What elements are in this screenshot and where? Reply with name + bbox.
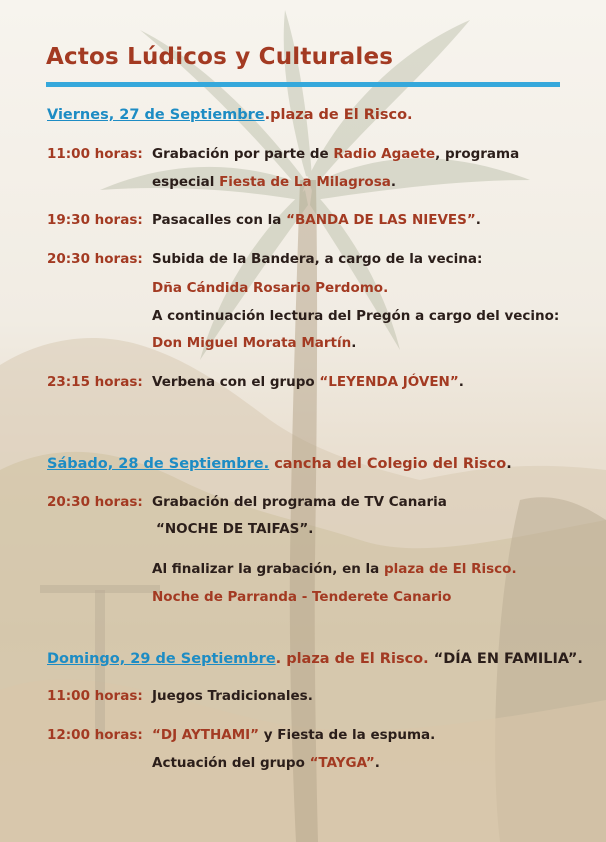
event-line: Grabación del programa de TV Canaria <box>152 494 447 510</box>
event-line: “DJ AYTHAMI” y Fiesta de la espuma. <box>152 727 436 743</box>
event-line: A continuación lectura del Pregón a cargo del vecino: <box>152 308 560 324</box>
event-line: “NOCHE DE TAIFAS”. <box>156 521 314 537</box>
event-line: Noche de Parranda - Tenderete Canario <box>152 589 452 605</box>
event-time: 20:30 horas: <box>47 494 143 510</box>
event-line: Al finalizar la grabación, en la plaza de El Risco. <box>152 561 517 577</box>
day-location: .plaza de El Risco. <box>264 107 413 123</box>
day-name: Domingo, 29 de Septiembre <box>47 651 276 667</box>
event-time: 11:00 horas: <box>47 688 143 704</box>
day-name: Viernes, 27 de Septiembre <box>47 107 265 123</box>
day-location: . plaza de El Risco. <box>275 651 429 667</box>
event-line: Juegos Tradicionales. <box>152 688 313 704</box>
event-line: Verbena con el grupo “LEYENDA JÓVEN”. <box>152 374 464 390</box>
event-time: 19:30 horas: <box>47 212 143 228</box>
day-heading-saturday: Sábado, 28 de Septiembre. cancha del Colegio del Risco. <box>47 456 512 472</box>
event-line: Actuación del grupo “TAYGA”. <box>152 755 380 771</box>
event-line: Subida de la Bandera, a cargo de la vecina: <box>152 251 483 267</box>
event-line: Grabación por parte de Radio Agaete, programa <box>152 146 520 162</box>
day-heading-friday <box>47 107 413 123</box>
event-line: Pasacalles con la “BANDA DE LAS NIEVES”. <box>152 212 481 228</box>
event-line: Dña Cándida Rosario Perdomo. <box>152 280 389 296</box>
day-heading-sunday <box>47 651 583 667</box>
event-line: especial Fiesta de La Milagrosa. <box>152 174 396 190</box>
day-theme: “DÍA EN FAMILIA”. <box>428 651 583 667</box>
day-name: Sábado, 28 de Septiembre. <box>47 456 270 472</box>
event-time: 12:00 horas: <box>47 727 143 743</box>
event-time: 23:15 horas: <box>47 374 143 390</box>
title-divider <box>46 82 560 87</box>
event-time: 11:00 horas: <box>47 146 143 162</box>
event-time: 20:30 horas: <box>47 251 143 267</box>
page-title: Actos Lúdicos y Culturales <box>46 44 394 70</box>
event-line: Don Miguel Morata Martín. <box>152 335 357 351</box>
day-location: cancha del Colegio del Risco <box>269 456 507 472</box>
